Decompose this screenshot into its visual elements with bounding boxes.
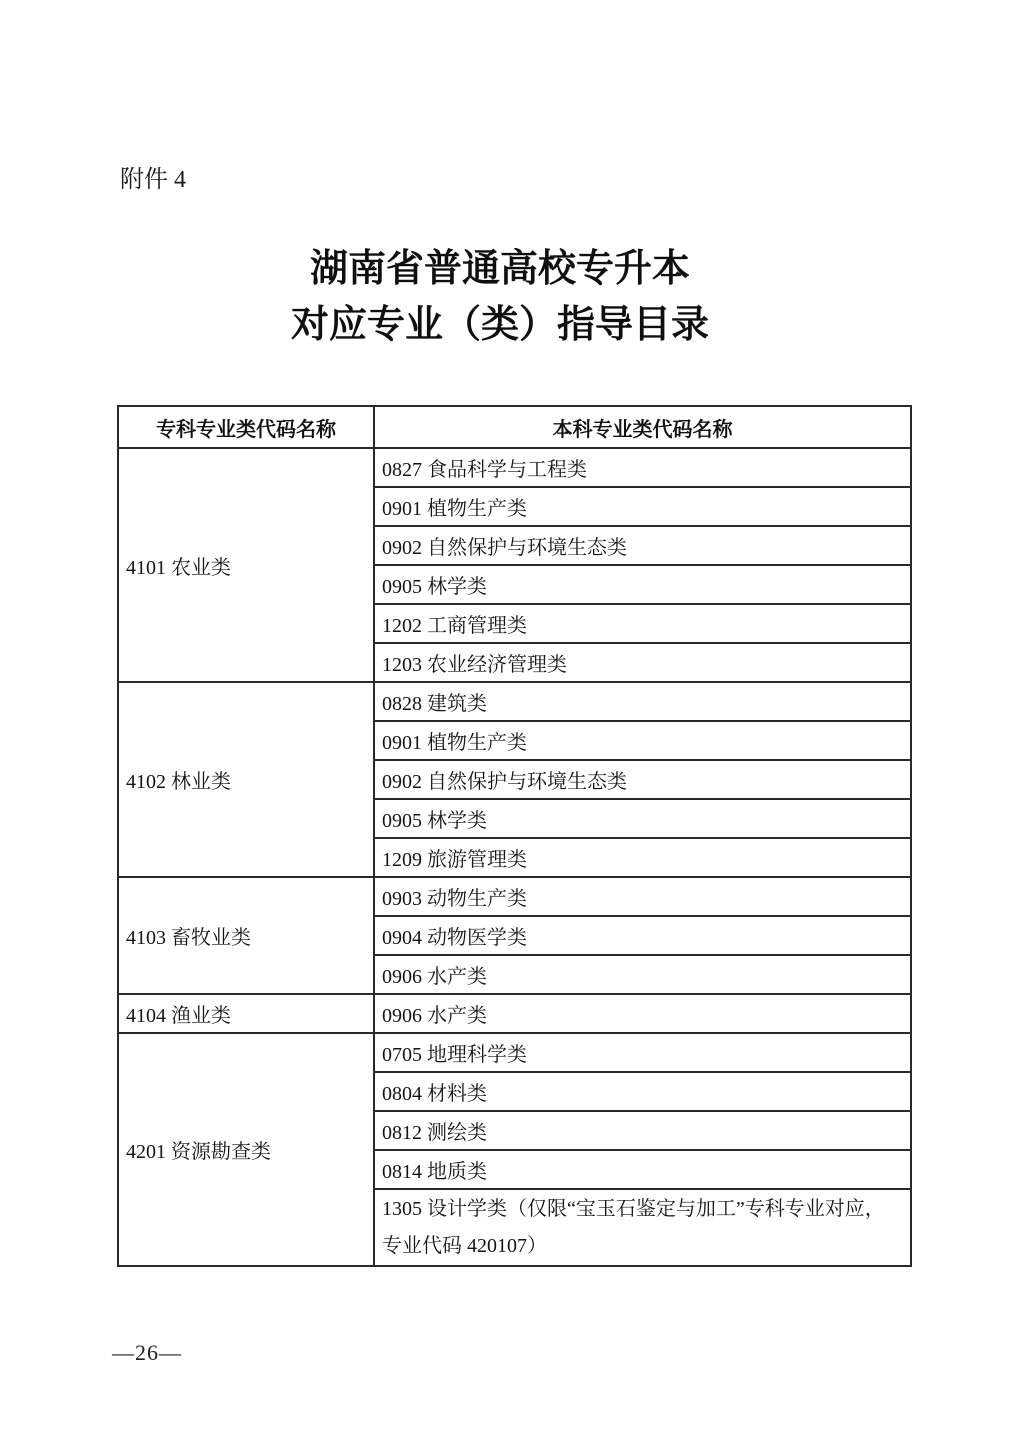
bachelor-category-cell: 0904 动物医学类 — [374, 916, 911, 955]
bachelor-category-cell: 0804 材料类 — [374, 1072, 911, 1111]
bachelor-category-cell: 0902 自然保护与环境生态类 — [374, 526, 911, 565]
college-category-cell: 4201 资源勘查类 — [118, 1033, 374, 1266]
bachelor-category-cell: 1305 设计学类（仅限“宝玉石鉴定与加工”专科专业对应，专业代码 420107） — [374, 1189, 911, 1266]
table-row — [118, 448, 911, 487]
college-category-cell: 4102 林业类 — [118, 682, 374, 877]
bachelor-category-cell: 0905 林学类 — [374, 799, 911, 838]
bachelor-category-cell: 0827 食品科学与工程类 — [374, 448, 911, 487]
table-header-college-category: 专科专业类代码名称 — [118, 406, 374, 448]
table-row — [118, 682, 911, 721]
bachelor-category-cell: 0812 测绘类 — [374, 1111, 911, 1150]
bachelor-category-cell: 0902 自然保护与环境生态类 — [374, 760, 911, 799]
majors-catalog-table — [117, 405, 912, 1267]
catalog-table-body — [118, 448, 911, 1266]
bachelor-category-cell: 0814 地质类 — [374, 1150, 911, 1189]
bachelor-category-cell: 1209 旅游管理类 — [374, 838, 911, 877]
bachelor-category-cell: 0901 植物生产类 — [374, 721, 911, 760]
title-line-1: 湖南省普通高校专升本 — [309, 248, 690, 290]
table-header-bachelor-category: 本科专业类代码名称 — [374, 406, 911, 448]
bachelor-category-cell: 0906 水产类 — [374, 994, 911, 1033]
table-row — [118, 1033, 911, 1072]
attachment-label: 附件 4 — [120, 167, 186, 193]
bachelor-category-cell: 1203 农业经济管理类 — [374, 643, 911, 682]
table-row — [118, 994, 911, 1033]
bachelor-category-cell: 0906 水产类 — [374, 955, 911, 994]
title-line-2: 对应专业（类）指导目录 — [290, 304, 709, 346]
table-row — [118, 877, 911, 916]
table-header-row — [118, 406, 911, 448]
bachelor-category-cell: 0903 动物生产类 — [374, 877, 911, 916]
bachelor-category-cell: 1202 工商管理类 — [374, 604, 911, 643]
bachelor-category-cell: 0901 植物生产类 — [374, 487, 911, 526]
page-number: —26— — [112, 1340, 182, 1365]
college-category-cell: 4103 畜牧业类 — [118, 877, 374, 994]
document-title — [0, 241, 1000, 353]
bachelor-category-cell: 0905 林学类 — [374, 565, 911, 604]
bachelor-category-cell: 0705 地理科学类 — [374, 1033, 911, 1072]
college-category-cell: 4104 渔业类 — [118, 994, 374, 1033]
bachelor-category-cell: 0828 建筑类 — [374, 682, 911, 721]
college-category-cell: 4101 农业类 — [118, 448, 374, 682]
